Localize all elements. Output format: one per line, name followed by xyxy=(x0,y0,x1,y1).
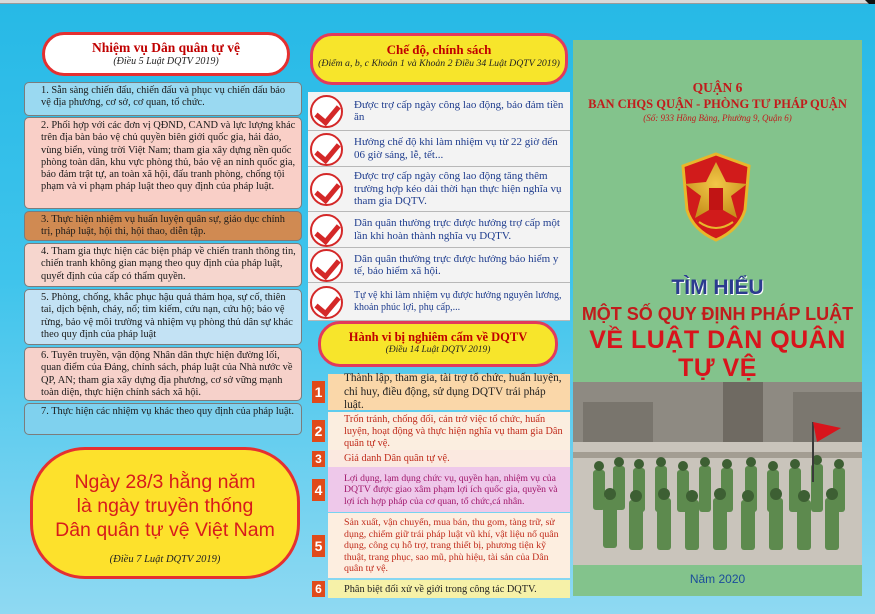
forbidden-item-text: Lợi dụng, lạm dụng chức vụ, quyền hạn, nhiệm vụ của DQTV được giao xâm phạm lợi ích quốc gia, quyền và lợi ích hợp pháp của cơ quan, tổ chức,cá nhân. xyxy=(328,467,570,512)
tradition-line-2: là ngày truyền thống xyxy=(76,495,254,517)
learn-heading: TÌM HIỂU xyxy=(671,276,764,299)
duty-item-1: 1. Sẵn sàng chiến đấu, chiến đấu và phục vụ chiến đấu bảo vệ địa phương, cơ sở, cơ quan, tổ chức. xyxy=(24,82,302,116)
policy-item-text: Được trợ cấp ngày công lao động tăng thêm trường hợp kéo dài thời hạn thực hiện nghĩa vụ tham gia DQTV. xyxy=(354,170,562,208)
duty-item-6: 6. Tuyên truyền, vận động Nhân dân thực hiện đường lối, quan điểm của Đảng, chính sách, pháp luật của Nhà nước về QP, AN; tham gia xây dựng địa phương, cơ sở vững mạnh toàn diện, thực hiện chính sách xã hội. xyxy=(24,347,302,401)
checkmark-icon xyxy=(310,95,343,128)
policy-item-text: Được trợ cấp ngày công lao động, bảo đảm tiền ăn xyxy=(354,98,564,123)
address: (Số: 933 Hồng Bàng, Phường 9, Quận 6) xyxy=(643,113,792,123)
duty-item-2: 2. Phối hợp với các đơn vị QĐND, CAND và lực lượng khác trên địa bàn bảo vệ chủ quyền biên giới quốc gia, hải đảo, vùng biển, vùng trời Việt Nam; tham gia xây dựng nền quốc phòng toàn dân, khu vực phòng thủ, bảo vệ an ninh quốc gia, bảo đảm trật tự, an toàn xã hội, đấu tranh phòng, chống tội phạm và vi phạm pháp luật theo quy định của pháp luật. xyxy=(24,117,302,209)
number-badge: 2 xyxy=(312,420,325,442)
forbidden-item-text: Sản xuất, vận chuyển, mua bán, thu gom, tàng trữ, sử dụng, chiếm giữ trái pháp luật vũ khí, vật liệu nổ quân dụng, công cụ hỗ trợ, trang thiết bị, phương tiện kỹ thuật, trang phục, sao mũ, phù hiệu, tài sản của Dân quân tự vệ. xyxy=(328,513,570,578)
number-badge: 6 xyxy=(312,581,325,597)
policy-item-text: Hưởng chế độ khi làm nhiệm vụ từ 22 giờ đến 06 giờ sáng, lễ, tết... xyxy=(354,136,558,161)
forbidden-item-1 xyxy=(312,374,570,410)
duty-item-3: 3. Thực hiện nhiệm vụ huấn luyện quân sự, giáo dục chính trị, pháp luật, hội thi, hội thao, diễn tập. xyxy=(24,211,302,241)
tradition-subtitle: (Điều 7 Luật DQTV 2019) xyxy=(109,554,221,565)
publication-year: Năm 2020 xyxy=(689,572,746,586)
duties-heading xyxy=(42,32,290,76)
forbidden-item-text: Thành lập, tham gia, tài trợ tổ chức, huấn luyện, chỉ huy, điều động, sử dụng DQTV trái pháp luật. xyxy=(328,374,570,410)
policy-item-6 xyxy=(308,283,570,321)
forbidden-heading xyxy=(318,321,558,367)
policy-item-1 xyxy=(308,92,570,131)
forbidden-item-text: Phân biệt đối xử về giới trong công tác DQTV. xyxy=(328,580,570,598)
forbidden-item-text: Trốn tránh, chống đối, cản trở việc tổ chức, huấn luyện, hoạt động và thực hiện nghĩa vụ tham gia Dân quân tự vệ. xyxy=(328,412,570,450)
number-badge: 3 xyxy=(312,451,325,467)
forbidden-title: Hành vi bị nghiêm cấm về DQTV xyxy=(348,330,528,344)
number-badge: 1 xyxy=(312,381,325,403)
checkmark-icon xyxy=(310,173,343,206)
policy-item-text: Dân quân thường trực được hưởng trợ cấp một lần khi hoàn thành nghĩa vụ DQTV. xyxy=(354,217,560,242)
forbidden-item-3 xyxy=(312,450,570,467)
cover-panel xyxy=(573,40,862,596)
duty-item-4: 4. Tham gia thực hiện các biện pháp về chiến tranh thông tin, chiến tranh không gian mạng theo quy định của pháp luật, quyết định của cấp có thẩm quyền. xyxy=(24,243,302,287)
policy-item-text: Dân quân thường trực được hưởng bảo hiểm y tế, bảo hiểm xã hội. xyxy=(354,252,559,277)
district-name: QUẬN 6 xyxy=(692,80,743,95)
militia-emblem-icon xyxy=(679,152,753,242)
organization-name: BAN CHQS QUẬN - PHÒNG TƯ PHÁP QUẬN xyxy=(588,97,847,111)
policy-heading xyxy=(310,33,568,85)
forbidden-item-text: Giả danh Dân quân tự vệ. xyxy=(328,450,570,467)
duties-title: Nhiệm vụ Dân quân tự vệ xyxy=(92,40,240,55)
forbidden-item-4 xyxy=(312,467,570,512)
policy-item-2 xyxy=(308,131,570,167)
tradition-line-3: Dân quân tự vệ Việt Nam xyxy=(55,519,275,541)
law-heading: VỀ LUẬT DÂN QUÂN TỰ VỆ xyxy=(589,326,846,382)
duty-item-7: 7. Thực hiện các nhiệm vụ khác theo quy định của pháp luật. xyxy=(24,403,302,435)
policy-title: Chế độ, chính sách xyxy=(386,42,492,57)
parade-photo xyxy=(573,382,862,565)
number-badge: 4 xyxy=(312,479,325,501)
policy-item-3 xyxy=(308,167,570,212)
topic-heading: MỘT SỐ QUY ĐỊNH PHÁP LUẬT xyxy=(581,304,854,324)
policy-item-5 xyxy=(308,248,570,283)
checkmark-icon xyxy=(310,286,343,319)
forbidden-item-6 xyxy=(312,580,570,598)
duty-item-5: 5. Phòng, chống, khắc phục hậu quả thảm họa, sự cố, thiên tai, dịch bệnh, cháy, nổ; tìm kiếm, cứu nạn, cứu hộ; bảo vệ rừng, bảo vệ môi trường và nhiệm vụ phòng thủ dân sự khác theo quy định của pháp luật xyxy=(24,289,302,345)
forbidden-item-2 xyxy=(312,412,570,450)
cover-header xyxy=(573,80,862,124)
checkmark-icon xyxy=(310,133,343,166)
forbidden-subtitle: (Điều 14 Luật DQTV 2019) xyxy=(385,345,491,355)
duties-subtitle: (Điều 5 Luật DQTV 2019) xyxy=(113,56,219,67)
policy-item-4 xyxy=(308,212,570,248)
forbidden-item-5 xyxy=(312,513,570,578)
policy-subtitle: (Điểm a, b, c Khoản 1 và Khoản 2 Điều 34 Luật DQTV 2019) xyxy=(318,58,560,69)
policy-item-text: Tự vệ khi làm nhiệm vụ được hưởng nguyên lương, khoản phúc lợi, phụ cấp,... xyxy=(354,289,562,313)
number-badge: 5 xyxy=(312,535,325,557)
checkmark-icon xyxy=(310,214,343,247)
tradition-line-1: Ngày 28/3 hằng năm xyxy=(74,471,256,493)
checkmark-icon xyxy=(310,249,343,282)
tradition-day-box xyxy=(30,447,300,579)
